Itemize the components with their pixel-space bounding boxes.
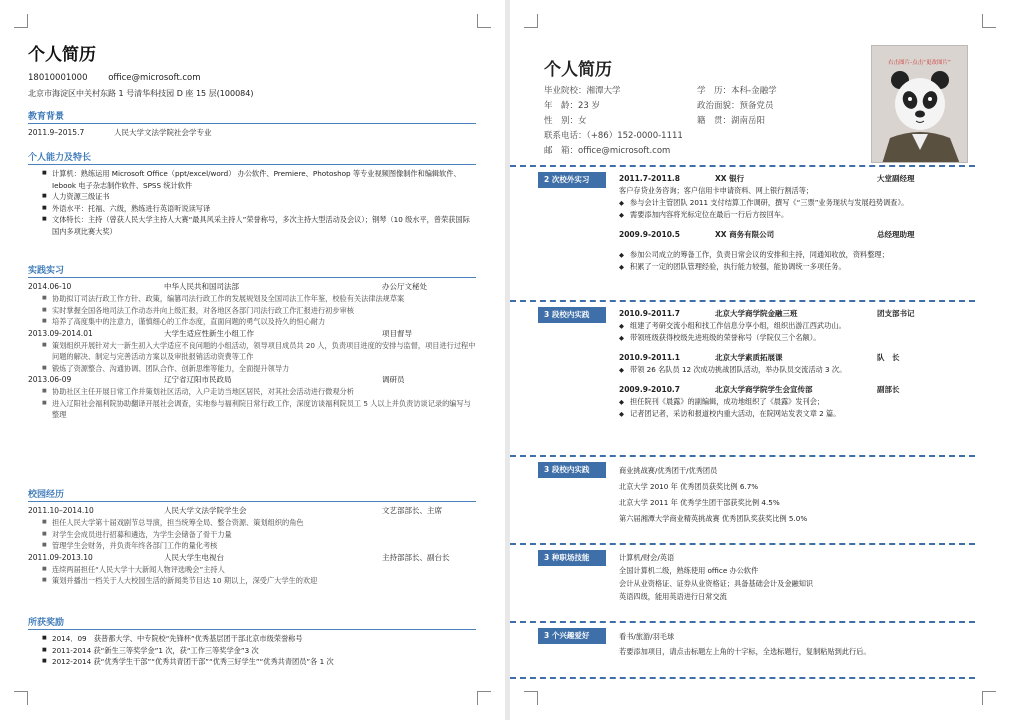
list-item: ■ 2012-2014 获“优秀学生干部”“优秀共青团干部”“优秀三好学生”“优秀共青团员”各 1 次 <box>42 656 476 668</box>
crop-mark <box>14 691 28 705</box>
section-tag: 2 次校外实习 <box>538 172 606 188</box>
entry-org: 人民大学文法学院社会学专业 <box>114 128 212 137</box>
entry-role: 办公厅文秘处 <box>382 282 427 291</box>
entry-role: 总经理助理 <box>877 230 915 239</box>
section-tag: 3 段校内实践 <box>538 462 606 478</box>
entry-date: 2010.9-2011.1 <box>619 353 680 362</box>
photo-caption: 右击图片-点击“更改图片” <box>888 60 951 66</box>
list-item: ■ 实时掌握全国各地司法工作动态并向上级汇报，对各地区各部门司法行政工作汇报进行初步审核 <box>42 305 476 317</box>
entry-org: 中华人民共和国司法部 <box>164 282 239 291</box>
entry-org: XX 银行 <box>715 174 745 183</box>
entry-header <box>28 281 476 293</box>
list-item: ■ 2011-2014 获“新生三等奖学金”1 次，获“工作三等奖学金”3 次 <box>42 645 476 657</box>
list-item: ■ 对学生会成员进行招募和遴选，为学生会储备了骨干力量 <box>42 529 476 541</box>
info-line: 年 龄：23 岁 <box>544 101 601 111</box>
crop-mark <box>14 14 28 28</box>
list-item: ◆ 带领班级获得校级先进班级的荣誉称号（学院仅三个名额）。 <box>619 332 979 344</box>
text-line: 英语四级，能用英语进行日常交流 <box>619 592 727 601</box>
entry-date: 2009.9-2010.7 <box>619 385 680 394</box>
text-line: 商业挑战赛/优秀团干/优秀团员 <box>619 466 718 475</box>
entry-date: 2011.9–2015.7 <box>28 128 85 137</box>
section-tag: 3 种职场技能 <box>538 550 606 566</box>
section-heading: 教育背景 <box>28 109 476 124</box>
list-item: ■ 策划组织开展针对大一新生初入大学适应不良问题的小组活动，领导项目成员共 20 人，负责项目进度的安排与监督，项目进行过程中问题的解决、制定与完善活动方案以及审批报销活动资费等工作 <box>42 340 476 363</box>
entry-org: 人民大学生电视台 <box>164 552 224 562</box>
entry-role: 项目督导 <box>382 328 412 338</box>
entry-date: 2011.09-2013.10 <box>28 552 93 562</box>
entry-role: 大堂副经理 <box>877 174 915 183</box>
entry-role: 调研员 <box>382 375 405 384</box>
entry-role: 文艺部部长、主席 <box>382 506 442 515</box>
info-line: 联系电话：（+86）152-0000-1111 <box>544 131 683 141</box>
list-item: ■ 连续两届担任“人民大学十大新闻人物评选晚会”主持人 <box>42 564 476 576</box>
phone-number: 18010001000 <box>28 73 88 83</box>
list-item: ■ 担任人民大学第十届戏剧节总导演，担当统筹全局、整合资源、策划组织的角色 <box>42 517 476 529</box>
info-line: 性 别：女 <box>544 116 587 126</box>
info-line: 政治面貌：预备党员 <box>697 101 774 111</box>
list-item: ◆ 需要添加内容将光标定位在最后一行后方按回车。 <box>619 209 979 221</box>
text-line: 北京大学 2011 年 优秀学生团干部获奖比例 4.5% <box>619 498 780 507</box>
campus-section <box>28 487 476 587</box>
entry-org: 北京大学商学院学生会宣传部 <box>715 385 813 394</box>
crop-mark <box>477 691 491 705</box>
entry-header <box>619 384 979 396</box>
text-line: 第六届湘潭大学商业精英挑战赛 优秀团队奖获奖比例 5.0% <box>619 514 808 523</box>
personal-info-left <box>544 84 683 159</box>
section-heading: 实践实习 <box>28 263 476 278</box>
profile-photo[interactable] <box>871 45 968 163</box>
entry-date: 2013.09-2014.01 <box>28 328 93 338</box>
entry-org: 北京大学商学院金融三班 <box>715 309 798 318</box>
entry-header <box>28 552 476 564</box>
crop-mark <box>524 14 538 28</box>
entry-org: XX 商务有限公司 <box>715 230 775 239</box>
entry-date: 2013.06-09 <box>28 375 72 384</box>
crop-mark <box>982 14 996 28</box>
entry-header <box>28 328 476 340</box>
list-item: ■ 锻炼了资源整合、沟通协调、团队合作、创新思维等能力，全面提升领导力 <box>42 363 476 375</box>
entry-role <box>382 127 476 139</box>
awards-section <box>28 615 476 668</box>
section-heading: 校园经历 <box>28 487 476 502</box>
info-line: 毕业院校：湘潭大学 <box>544 86 621 96</box>
skills-section <box>28 150 476 237</box>
list-item: ■ 文体特长：主持（曾获人民大学主持人大赛“最具风采主持人”荣誉称号，多次主持大型活动及会议）；钢琴（10 级水平，曾荣获国际国内多项比赛大奖） <box>42 214 476 237</box>
list-item: ■ 计算机：熟练运用 Microsoft Office（ppt/excel/word） 办公软件、Premiere、Photoshop 等专业视频图像制作和编辑软件、Iebook 电子杂志制作软件、SPSS 统计软件 <box>42 168 476 191</box>
internship-section <box>28 263 476 421</box>
entry-header <box>28 374 476 386</box>
dashed-divider <box>510 677 975 679</box>
resume-title: 个人简历 <box>544 60 612 80</box>
entry-org: 大学生适应性新生小组工作 <box>164 328 254 338</box>
list-item: ◆ 担任院刊《晨露》的副编辑，成功地组织了《晨露》发刊会； <box>619 396 979 408</box>
section-heading: 所获奖励 <box>28 615 476 630</box>
list-item: ■ 协助拟订司法行政工作方针、政策，编篡司法行政工作的发展规划及全国司法工作年鉴，校验有关法律法规草案 <box>42 293 476 305</box>
entry-org: 北京大学素质拓展课 <box>715 353 783 362</box>
crop-mark <box>982 691 996 705</box>
crop-mark <box>477 14 491 28</box>
list-item: ◆ 参加公司成立的筹备工作，负责日常会议的安排和主持，同通知收放，资料整理； <box>619 249 979 261</box>
entry-org: 辽宁省辽阳市民政局 <box>164 375 232 384</box>
resume-title: 个人简历 <box>28 45 96 65</box>
text-line: 全国计算机二级，熟练使用 office 办公软件 <box>619 566 759 575</box>
list-item: ■ 协助社区主任开展日常工作并策划社区活动，入户走访当地区居民，对其社会活动进行微观分析 <box>42 386 476 398</box>
text-line: 计算机/财会/英语 <box>619 553 675 562</box>
education-section <box>28 109 476 139</box>
entry-date: 2011.7-2011.8 <box>619 174 680 183</box>
entry-header <box>619 173 979 185</box>
entry-role: 队 长 <box>877 353 900 362</box>
list-item: ■ 外语水平：托福、六级，熟练进行英语听说读写译 <box>42 203 476 215</box>
section-heading: 个人能力及特长 <box>28 150 476 165</box>
contact-line <box>28 73 201 83</box>
section-tag: 3 个兴趣爱好 <box>538 628 606 644</box>
left-resume-page <box>0 0 505 720</box>
list-item: ■ 管理学生会财务，并负责年终各部门工作的量化考核 <box>42 540 476 552</box>
entry-header <box>619 308 979 320</box>
list-item: ◆ 参与会计主管团队 2011 支付结算工作调研，撰写《“三票”业务现状与发展趋势调查》。 <box>619 197 979 209</box>
info-line: 学 历：本科-金融学 <box>697 86 777 96</box>
text-line: 若要添加项目，请点击标题左上角的十字标，全选标题行，复制粘贴到此行后。 <box>619 647 871 656</box>
list-item: ■ 进入辽阳社会福利院协助翻译开展社会调查，实地参与福利院日常行政工作，深度访谈福利院员工 5 人以上并负责访谈记录的编写与整理 <box>42 398 476 421</box>
crop-mark <box>524 691 538 705</box>
entry-org: 人民大学文法学院学生会 <box>164 506 247 515</box>
entry-role: 主持部部长、副台长 <box>382 552 450 562</box>
info-line: 邮 箱：office@microsoft.com <box>544 146 671 156</box>
text-line: 北京大学 2010 年 优秀团员获奖比例 6.7% <box>619 482 759 491</box>
dashed-divider <box>510 300 975 302</box>
list-item: ◆ 带领 26 名队员 12 次成功挑战团队活动，举办队员交流活动 3 次。 <box>619 364 979 376</box>
email-address: office@microsoft.com <box>108 73 201 83</box>
entry-date: 2014.06-10 <box>28 282 72 291</box>
right-resume-page <box>510 0 1011 720</box>
section-tag: 3 段校内实践 <box>538 307 606 323</box>
personal-info-right <box>697 84 777 129</box>
postal-address: 北京市海淀区中关村东路 1 号清华科技园 D 座 15 层(100084) <box>28 89 254 98</box>
entry-intro: 客户存贷业务咨询；客户信用卡申请资料、网上银行割活等； <box>619 186 814 195</box>
dashed-divider <box>510 455 975 457</box>
entry-header <box>619 229 979 241</box>
entry-header <box>619 352 979 364</box>
dashed-divider <box>510 543 975 545</box>
list-item: ◆ 记者团记者，采访和报道校内重大活动，在院网站发表文章 2 篇。 <box>619 408 979 420</box>
info-line: 籍 贯：湖南岳阳 <box>697 116 766 126</box>
list-item: ■ 2014．09 获普都大学、中专院校“先锋杯”优秀基层团干部北京市级荣誉称号 <box>42 633 476 645</box>
entry-date: 2011.10–2014.10 <box>28 506 94 515</box>
list-item: ◆ 积累了一定的团队管理经验，执行能力较强，能协调统一多项任务。 <box>619 261 979 273</box>
text-line: 看书/旅游/羽毛球 <box>619 632 675 641</box>
education-row <box>28 127 476 139</box>
list-item: ■ 培养了高度集中的注意力，谨慎细心的工作态度，直面问题的勇气以及持久的恒心耐力 <box>42 316 476 328</box>
entry-role: 团支部书记 <box>877 309 915 318</box>
entry-role: 副部长 <box>877 385 900 394</box>
entry-date: 2009.9-2010.5 <box>619 230 680 239</box>
list-item: ■ 人力资源三级证书 <box>42 191 476 203</box>
dashed-divider <box>510 165 975 167</box>
text-line: 会计从业资格证、证券从业资格证；具备基础会计及金融知识 <box>619 579 814 588</box>
dashed-divider <box>510 621 975 623</box>
list-item: ◆ 组建了考研交流小组和找工作信息分享小组，组织出游江西武功山。 <box>619 320 979 332</box>
entry-header <box>28 505 476 517</box>
list-item: ■ 策划并播出一档关于人大校园生活的新闻类节目达 10 期以上，深受广大学生的欢迎 <box>42 575 476 587</box>
entry-date: 2010.9-2011.7 <box>619 309 680 318</box>
